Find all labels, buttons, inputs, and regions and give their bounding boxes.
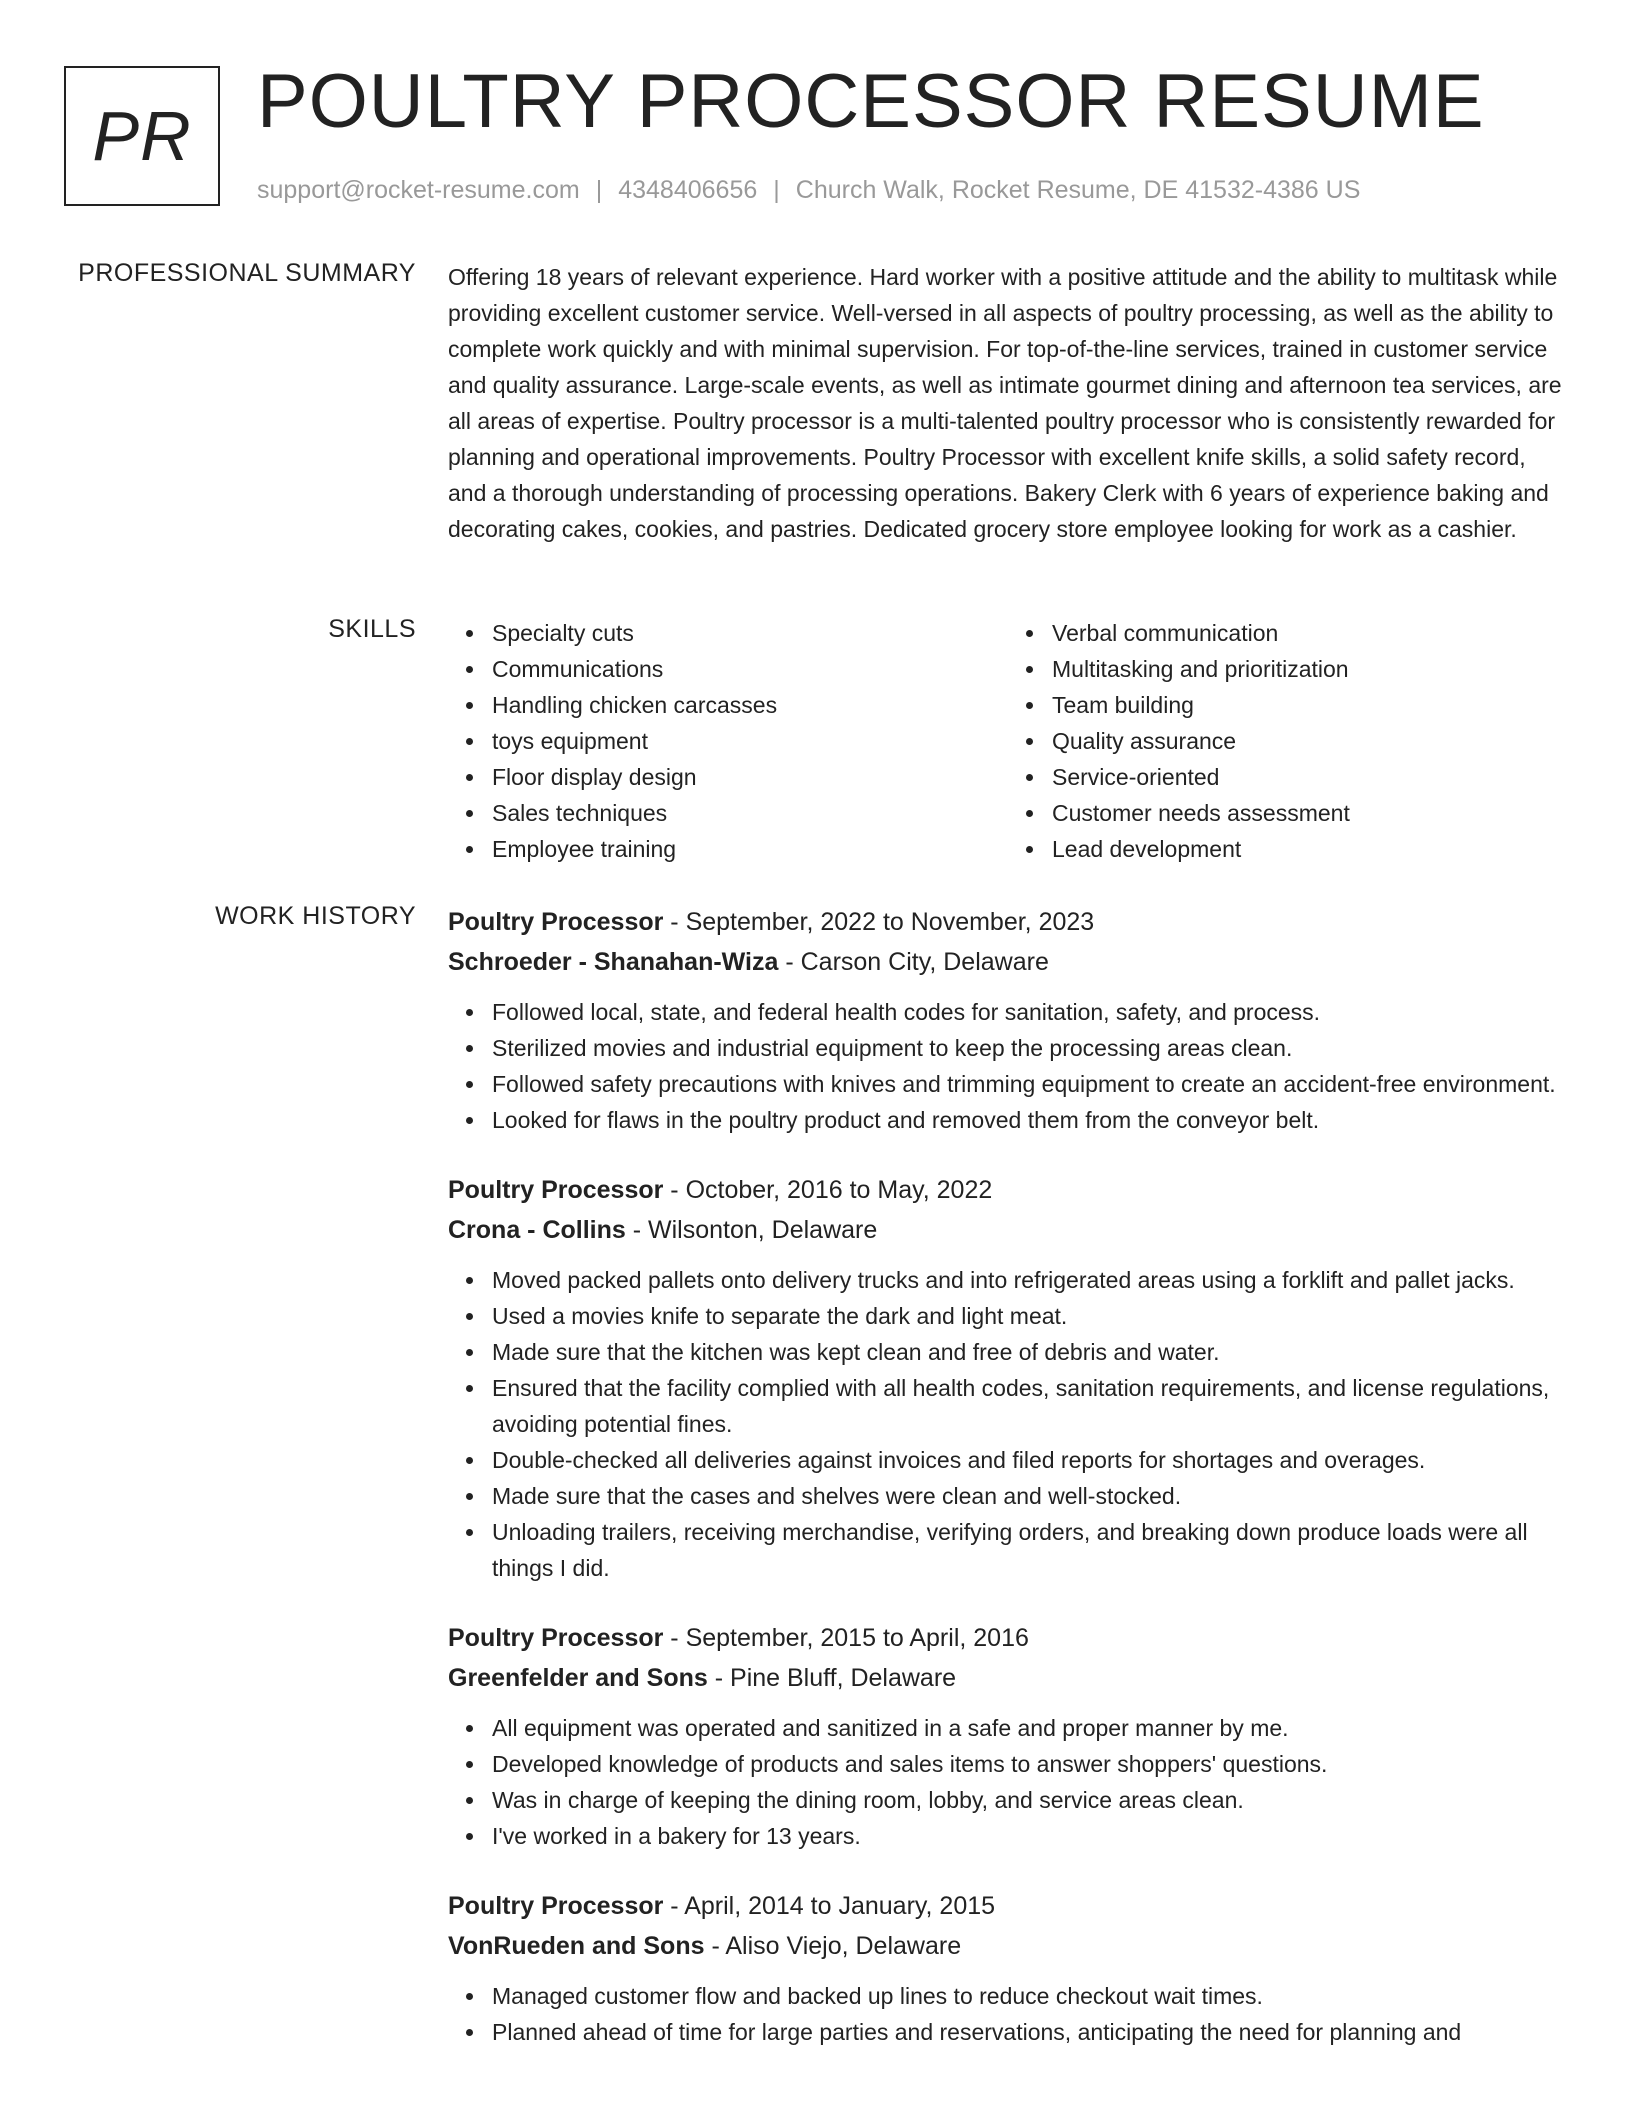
job-title: Poultry Processor <box>448 1892 664 1920</box>
skills-list-right <box>1008 615 1568 867</box>
job-title: Poultry Processor <box>448 1176 664 1204</box>
job-duties-list <box>448 994 1568 1138</box>
duty-item: Planned ahead of time for large parties and reservations, anticipating the need for planning and <box>492 2014 1568 2050</box>
skill-item: Employee training <box>492 831 1008 867</box>
job-company: Crona - Collins <box>448 1216 626 1244</box>
duty-item: I've worked in a bakery for 13 years. <box>492 1818 1568 1854</box>
job-dates: - September, 2022 to November, 2023 <box>663 908 1095 936</box>
job-location: - Aliso Viejo, Delaware <box>704 1932 962 1960</box>
job-dates: - April, 2014 to January, 2015 <box>663 1892 996 1920</box>
skill-item: Multitasking and prioritization <box>1052 651 1568 687</box>
contact-phone[interactable]: 4348406656 <box>618 176 758 204</box>
duty-item: Used a movies knife to separate the dark and light meat. <box>492 1298 1568 1334</box>
work-history-heading: WORK HISTORY <box>215 902 416 930</box>
job-entry <box>448 1886 1568 2050</box>
job-title-line <box>448 902 1568 942</box>
duty-item: Made sure that the kitchen was kept clean and free of debris and water. <box>492 1334 1568 1370</box>
contact-email[interactable]: support@rocket-resume.com <box>257 176 580 204</box>
skill-item: Customer needs assessment <box>1052 795 1568 831</box>
duty-item: Ensured that the facility complied with all health codes, sanitation requirements, and license regulations, avoiding potential fines. <box>492 1370 1568 1442</box>
job-entry <box>448 1170 1568 1586</box>
skills-heading: SKILLS <box>328 615 416 643</box>
skill-item: Service-oriented <box>1052 759 1568 795</box>
contact-address: Church Walk, Rocket Resume, DE 41532-4386 US <box>795 176 1361 204</box>
duty-item: Moved packed pallets onto delivery trucks and into refrigerated areas using a forklift and pallet jacks. <box>492 1262 1568 1298</box>
job-title-line <box>448 1886 1568 1926</box>
duty-item: All equipment was operated and sanitized in a safe and proper manner by me. <box>492 1710 1568 1746</box>
job-duties-list <box>448 1710 1568 1854</box>
job-dates: - September, 2015 to April, 2016 <box>663 1624 1029 1652</box>
job-company-line <box>448 942 1568 982</box>
duty-item: Developed knowledge of products and sales items to answer shoppers' questions. <box>492 1746 1568 1782</box>
skills-list-left <box>448 615 1008 867</box>
job-dates: - October, 2016 to May, 2022 <box>663 1176 993 1204</box>
skill-item: Verbal communication <box>1052 615 1568 651</box>
resume-title: POULTRY PROCESSOR RESUME <box>257 59 1485 144</box>
job-location: - Carson City, Delaware <box>778 948 1049 976</box>
skill-item: Team building <box>1052 687 1568 723</box>
skill-item: Handling chicken carcasses <box>492 687 1008 723</box>
jobs-container <box>448 902 1568 2082</box>
job-location: - Wilsonton, Delaware <box>625 1216 878 1244</box>
job-entry <box>448 902 1568 1138</box>
duty-item: Unloading trailers, receiving merchandise, verifying orders, and breaking down produce loads were all things I did. <box>492 1514 1568 1586</box>
skill-item: Quality assurance <box>1052 723 1568 759</box>
job-company-line <box>448 1926 1568 1966</box>
job-duties-list <box>448 1262 1568 1586</box>
duty-item: Followed safety precautions with knives and trimming equipment to create an accident-free environment. <box>492 1066 1568 1102</box>
job-title-line <box>448 1170 1568 1210</box>
contact-separator: | <box>773 176 780 204</box>
job-company-line <box>448 1210 1568 1250</box>
skill-item: Lead development <box>1052 831 1568 867</box>
duty-item: Was in charge of keeping the dining room, lobby, and service areas clean. <box>492 1782 1568 1818</box>
job-entry <box>448 1618 1568 1854</box>
duty-item: Followed local, state, and federal health codes for sanitation, safety, and process. <box>492 994 1568 1030</box>
job-title: Poultry Processor <box>448 908 664 936</box>
contact-separator: | <box>595 176 603 204</box>
duty-item: Sterilized movies and industrial equipment to keep the processing areas clean. <box>492 1030 1568 1066</box>
duty-item: Made sure that the cases and shelves were clean and well-stocked. <box>492 1478 1568 1514</box>
skill-item: toys equipment <box>492 723 1008 759</box>
summary-text: Offering 18 years of relevant experience. Hard worker with a positive attitude and the ability to multitask while providing excellent customer service. Well-versed in all aspects of poultry processing, as well as the ability to complete work quickly and with minimal supervision. For top-of-the-line services, trained in customer service and quality assurance. Large-scale events, as well as intimate gourmet dining and afternoon tea services, are all areas of expertise. Poultry processor is a multi-talented poultry processor who is consistently rewarded for planning and operational improvements. Poultry Processor with excellent knife skills, a solid safety record, and a thorough understanding of processing operations. Bakery Clerk with 6 years of experience baking and decorating cakes, cookies, and pastries. Dedicated grocery store employee looking for work as a cashier. <box>448 264 1562 542</box>
skill-item: Specialty cuts <box>492 615 1008 651</box>
job-company: Greenfelder and Sons <box>448 1664 708 1692</box>
contact-line <box>257 176 1360 205</box>
job-company: Schroeder - Shanahan-Wiza <box>448 948 779 976</box>
job-company: VonRueden and Sons <box>448 1932 705 1960</box>
job-location: - Pine Bluff, Delaware <box>707 1664 957 1692</box>
job-title: Poultry Processor <box>448 1624 664 1652</box>
duty-item: Looked for flaws in the poultry product and removed them from the conveyor belt. <box>492 1102 1568 1138</box>
skill-item: Sales techniques <box>492 795 1008 831</box>
skill-item: Floor display design <box>492 759 1008 795</box>
duty-item: Double-checked all deliveries against invoices and filed reports for shortages and overages. <box>492 1442 1568 1478</box>
skill-item: Communications <box>492 651 1008 687</box>
monogram-initials: PR <box>92 97 192 175</box>
duty-item: Managed customer flow and backed up lines to reduce checkout wait times. <box>492 1978 1568 2014</box>
job-duties-list <box>448 1978 1568 2050</box>
job-company-line <box>448 1658 1568 1698</box>
summary-heading: PROFESSIONAL SUMMARY <box>78 259 416 287</box>
job-title-line <box>448 1618 1568 1658</box>
monogram-box <box>64 66 220 206</box>
